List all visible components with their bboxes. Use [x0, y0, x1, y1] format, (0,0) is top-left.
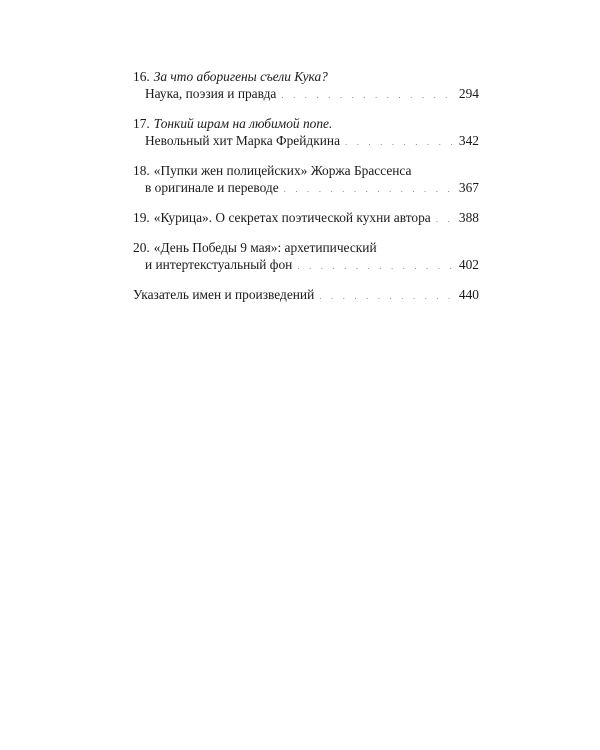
- toc-entry-page-number: 388: [458, 210, 479, 225]
- toc-entry-title-line: [133, 68, 479, 85]
- toc-entry-20[interactable]: [133, 239, 479, 275]
- toc-entry-number: 16.: [133, 69, 150, 84]
- toc-entry-18[interactable]: [133, 162, 479, 198]
- toc-entry-title: Указатель имен и произведений: [133, 287, 315, 302]
- toc-entry-subtitle-line: [133, 132, 479, 151]
- table-of-contents: [133, 68, 479, 316]
- dot-leader: [281, 87, 455, 104]
- toc-entry-subtitle-line: [133, 256, 479, 275]
- toc-entry-index[interactable]: [133, 286, 479, 305]
- toc-entry-17[interactable]: [133, 115, 479, 151]
- toc-entry-title: «Пупки жен полицейских» Жоржа Брассенса: [153, 163, 412, 178]
- toc-entry-title-line: [133, 162, 479, 179]
- toc-entry-page-number: 342: [458, 133, 479, 148]
- toc-entry-subtitle: и интертекстуальный фон: [145, 257, 293, 272]
- toc-entry-16[interactable]: [133, 68, 479, 104]
- toc-entry-number: 17.: [133, 116, 150, 131]
- toc-entry-title: За что аборигены съели Кука?: [153, 69, 328, 84]
- toc-entry-page-number: 367: [458, 180, 479, 195]
- dot-leader: [436, 211, 455, 228]
- dot-leader: [297, 258, 455, 275]
- toc-entry-page-number: 440: [458, 287, 479, 302]
- toc-entry-number: 19.: [133, 210, 150, 225]
- toc-entry-number: 18.: [133, 163, 150, 178]
- toc-entry-19[interactable]: [133, 209, 479, 228]
- toc-entry-number: 20.: [133, 240, 150, 255]
- toc-entry-subtitle: Наука, поэзия и правда: [145, 86, 277, 101]
- toc-entry-title-line: [133, 286, 479, 305]
- dot-leader: [345, 134, 455, 151]
- toc-entry-title-line: [133, 239, 479, 256]
- toc-entry-subtitle-line: [133, 85, 479, 104]
- dot-leader: [319, 288, 455, 305]
- toc-entry-subtitle-line: [133, 179, 479, 198]
- dot-leader: [284, 181, 455, 198]
- toc-entry-page-number: 294: [458, 86, 479, 101]
- toc-entry-page-number: 402: [458, 257, 479, 272]
- toc-entry-title: «Курица». О секретах поэтической кухни автора: [153, 210, 431, 225]
- toc-entry-title: «День Победы 9 мая»: архетипический: [153, 240, 377, 255]
- toc-entry-title: Тонкий шрам на любимой попе.: [153, 116, 333, 131]
- toc-entry-subtitle: в оригинале и переводе: [145, 180, 279, 195]
- toc-entry-title-line: [133, 209, 479, 228]
- toc-entry-title-line: [133, 115, 479, 132]
- toc-entry-subtitle: Невольный хит Марка Фрейдкина: [145, 133, 341, 148]
